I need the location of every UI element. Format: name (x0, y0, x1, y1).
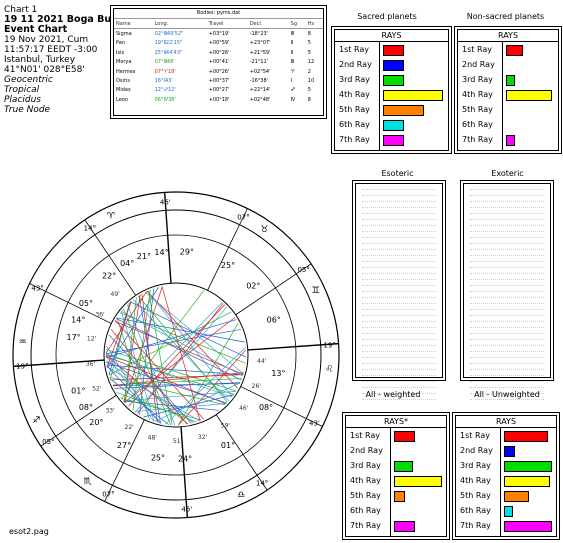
ray-label: 6th Ray (460, 506, 491, 515)
table-cell: Isis (116, 49, 125, 56)
planet-minute-label: 32' (197, 433, 208, 441)
table-cell: Osiris (116, 78, 130, 85)
table-cell: 10 (307, 78, 315, 85)
table-row (114, 76, 323, 85)
bodies-table-file: Bodies: pyms.dat (114, 9, 323, 19)
planet-degree-label: 27° (116, 441, 132, 451)
ray-bar (504, 506, 513, 517)
table-column-header: Sg (289, 19, 306, 29)
table-cell: 12°♐12' (154, 87, 176, 94)
weighted-heading: All - weighted (365, 390, 421, 399)
cusp-degree-label: 14° (255, 479, 269, 488)
ray-label: 3rd Ray (460, 461, 491, 470)
table-cell: ♈ (290, 68, 296, 75)
ray-row (458, 72, 558, 87)
table-cell: 8 (307, 96, 311, 103)
ray-bar (394, 491, 405, 502)
cusp-sign-label: ♉ (260, 224, 269, 235)
table-cell: Pan (116, 40, 126, 47)
ray-bar (383, 90, 443, 101)
cusp-sign-label: ♏ (83, 477, 92, 488)
table-row (114, 48, 323, 57)
ray-label: 1st Ray (350, 431, 380, 440)
table-cell: 12 (307, 59, 315, 66)
ray-label: 7th Ray (339, 135, 370, 144)
ray-row (458, 117, 558, 132)
planet-minute-label: 12' (86, 335, 97, 343)
planet-minute-label: 44' (257, 357, 267, 365)
ray-bar (504, 521, 552, 532)
table-column-header: Travel (207, 19, 248, 29)
table-cell: 5 (307, 87, 311, 94)
table-cell: -21°11' (249, 59, 269, 66)
ray-label: 4th Ray (350, 476, 381, 485)
ray-label: 4th Ray (339, 90, 370, 99)
table-cell: 07°Ⅲ48' (154, 59, 175, 66)
ray-label: 4th Ray (462, 90, 493, 99)
rays-title: RAYS (335, 30, 448, 42)
table-column-header: Name (114, 19, 153, 29)
chart-option: Tropical (4, 85, 40, 95)
cusp-degree-label: 43° (31, 284, 44, 293)
ray-row (335, 102, 448, 117)
cusp-degree-label: 07° (237, 213, 250, 222)
chart-header (4, 5, 114, 115)
weighted-rays-panel (345, 415, 447, 537)
ray-row (335, 132, 448, 147)
ray-label: 6th Ray (339, 120, 370, 129)
cusp-degree-label: 19° (16, 362, 29, 371)
ray-label: 6th Ray (350, 506, 381, 515)
table-column-header: Decl. (248, 19, 289, 29)
ray-row (456, 488, 556, 503)
planet-degree-label: 14° (154, 248, 169, 258)
table-cell: -16°38' (249, 78, 269, 85)
table-row (114, 58, 323, 67)
planet-degree-label: 08° (258, 403, 274, 412)
cusp-sign-label: ♊ (311, 285, 320, 296)
table-cell: 16°Ⅰ43' (154, 78, 173, 85)
chart-date: 19 Nov 2021, Cum (4, 35, 89, 45)
cusp-sign-label: ♎ (237, 490, 246, 501)
planet-degree-label: 24° (177, 454, 193, 464)
ray-bar (383, 75, 404, 86)
esoteric-list (355, 183, 443, 378)
cusp-degree-label: 43' (308, 419, 320, 428)
table-cell: 5 (307, 40, 311, 47)
table-cell: Sigma (116, 31, 132, 38)
table-cell: +00°27' (208, 87, 230, 94)
table-cell: +02°48' (249, 96, 271, 103)
ray-row (346, 503, 446, 518)
planet-degree-label: 29° (179, 247, 194, 257)
ray-label: 4th Ray (460, 476, 491, 485)
table-cell: 25°Ⅱ44'43" (154, 49, 183, 56)
zodiac-ring (31, 210, 321, 500)
ray-bar (394, 431, 415, 442)
table-cell: +00°26' (208, 68, 230, 75)
ray-bar (383, 45, 404, 56)
ray-label: 5th Ray (339, 105, 370, 114)
table-row (114, 95, 323, 104)
ray-row (346, 518, 446, 533)
cusp-sign-label: ♈ (106, 211, 115, 222)
sacred-heading: Sacred planets (357, 12, 417, 21)
chart-time: 11:57:17 EEDT -3:00 (4, 45, 98, 55)
table-cell: Ⅱ (290, 40, 294, 47)
table-column-header: Long. (153, 19, 207, 29)
table-cell: +00°59' (208, 40, 230, 47)
table-cell: 07°♈18' (154, 68, 176, 75)
planet-degree-label: 25° (150, 453, 166, 463)
table-cell: +21°59' (249, 49, 271, 56)
table-cell: Ⅰ (290, 78, 293, 85)
chart-title: 19 11 2021 Boga Bu (4, 14, 112, 25)
chart-option: Geocentric (4, 75, 53, 85)
ray-label: 1st Ray (339, 45, 369, 54)
ray-label: 3rd Ray (462, 75, 493, 84)
chart-option: Placidus (4, 95, 41, 105)
ray-bar (383, 105, 424, 116)
exoteric-heading: Exoteric (491, 169, 524, 178)
ray-row (346, 443, 446, 458)
ray-label: 5th Ray (462, 105, 493, 114)
ray-row (346, 473, 446, 488)
ray-row (335, 72, 448, 87)
rays-title: RAYS (456, 416, 556, 428)
table-cell: +00°41' (208, 59, 230, 66)
planet-minute-label: 22' (124, 424, 134, 432)
ray-label: 5th Ray (460, 491, 491, 500)
table-cell: -18°23' (249, 31, 269, 38)
ray-row (456, 428, 556, 443)
planet-degree-label: 22° (102, 271, 117, 281)
cusp-degree-label: 46' (159, 198, 171, 207)
ray-bar (506, 90, 552, 101)
table-cell: 2 (307, 68, 311, 75)
ray-bar (394, 461, 413, 472)
table-cell: Ⅲ (290, 59, 295, 66)
table-cell: Hermes (116, 68, 136, 75)
ray-label: 7th Ray (462, 135, 493, 144)
table-row (114, 29, 323, 39)
chart-number: Chart 1 (4, 5, 38, 15)
ray-bar (504, 476, 550, 487)
cusp-degree-label: 05° (42, 438, 55, 447)
table-cell: +23°07' (249, 40, 271, 47)
planet-degree-label: 17° (66, 332, 81, 342)
ray-label: 2nd Ray (462, 60, 495, 69)
ray-row (346, 488, 446, 503)
table-row (114, 39, 323, 48)
table-cell: Midas (116, 87, 131, 94)
planet-degree-label: 02° (246, 281, 261, 291)
chart-place: Istanbul, Turkey (4, 55, 76, 65)
table-cell: +02°54' (249, 68, 271, 75)
table-cell: Ⅲ (290, 31, 295, 38)
ray-row (458, 102, 558, 117)
ray-row (456, 458, 556, 473)
cusp-sign-label: ♌ (325, 364, 334, 375)
ray-bar (383, 120, 404, 131)
cusp-sign-label: ♐ (32, 416, 41, 427)
table-cell: Leon (116, 96, 129, 103)
ray-row (456, 503, 556, 518)
ray-row (335, 57, 448, 72)
ray-row (458, 132, 558, 147)
ray-bar (394, 521, 415, 532)
table-cell: 5 (307, 49, 311, 56)
table-cell: +03°19' (208, 31, 230, 38)
table-column-header: Hs (306, 19, 323, 29)
cusp-degree-label: 07° (102, 490, 115, 499)
ray-bar (504, 491, 529, 502)
table-cell: +00°37' (208, 78, 230, 85)
planet-degree-label: 01° (71, 386, 86, 396)
table-cell: Ⅳ (290, 96, 296, 103)
table-cell: +22°14' (249, 87, 271, 94)
ray-row (456, 443, 556, 458)
ray-bar (506, 135, 515, 146)
rays-title: RAYS (458, 30, 558, 42)
table-cell: +00°18' (208, 96, 230, 103)
planet-degree-label: 14° (71, 315, 86, 325)
outer-ring (13, 192, 339, 518)
sacred-rays-panel (334, 29, 449, 151)
ray-row (456, 473, 556, 488)
ray-label: 3rd Ray (339, 75, 370, 84)
planet-degree-label: 25° (220, 260, 236, 270)
aspect-line (145, 292, 243, 374)
chart-type: Event Chart (4, 24, 68, 35)
nonsacred-heading: Non-sacred planets (466, 12, 545, 21)
ray-label: 1st Ray (460, 431, 490, 440)
table-cell: 06°Ⅳ38' (154, 96, 176, 103)
chart-coords: 41°N01' 028°E58' (4, 65, 85, 75)
cusp-sign-label: ♒ (18, 337, 27, 348)
table-cell: 19°Ⅱ22'15" (154, 40, 183, 47)
ray-label: 5th Ray (350, 491, 381, 500)
table-cell: Ⅱ (290, 49, 294, 56)
ray-label: 6th Ray (462, 120, 493, 129)
table-cell: Morya (116, 59, 132, 66)
planet-minute-label: 51' (172, 437, 183, 445)
ray-bar (504, 431, 548, 442)
table-row (114, 67, 323, 76)
cusp-degree-label: 05° (297, 265, 310, 274)
chart-wheel (7, 186, 345, 524)
planet-minute-label: 52' (92, 385, 102, 393)
ray-bar (383, 135, 404, 146)
house-cusp-line (105, 420, 145, 502)
table-cell: 8 (307, 31, 311, 38)
planet-minute-label: 49' (110, 291, 120, 299)
unweighted-heading: All - Unweighted (474, 390, 540, 399)
ray-bar (504, 461, 552, 472)
planet-minute-label: 59' (220, 422, 230, 430)
ray-row (335, 87, 448, 102)
planet-minute-label: 48' (147, 434, 157, 442)
esoteric-heading: Esoteric (381, 169, 414, 178)
cusp-degree-label: 14° (83, 224, 97, 233)
ray-row (458, 57, 558, 72)
planet-degree-label: 08° (78, 403, 94, 412)
planet-minute-label: 26' (251, 382, 261, 390)
footer-file: esot2.pag (9, 527, 49, 536)
planet-minute-label: 36' (85, 360, 96, 368)
planet-minute-label: 46' (239, 404, 249, 412)
ray-label: 7th Ray (350, 521, 381, 530)
cusp-degree-label: 46' (181, 505, 193, 514)
planet-minute-label: 33' (105, 407, 115, 415)
ray-row (458, 42, 558, 57)
bodies-table (113, 8, 324, 116)
ray-label: 7th Ray (460, 521, 491, 530)
planet-degree-label: 04° (120, 259, 135, 269)
ray-row (458, 87, 558, 102)
ray-bar (506, 75, 515, 86)
table-cell: +00°26' (208, 49, 230, 56)
planet-degree-label: 06° (266, 315, 281, 325)
planet-degree-label: 13° (271, 369, 286, 379)
ray-row (456, 518, 556, 533)
table-cell: 02°Ⅲ49'52" (154, 31, 184, 38)
exoteric-list (463, 183, 551, 378)
planet-minute-label: 36' (95, 311, 105, 319)
rays-title: RAYS* (346, 416, 446, 428)
ray-row (346, 428, 446, 443)
table-row (114, 86, 323, 95)
chart-option: True Node (4, 105, 51, 115)
ray-bar (506, 45, 523, 56)
planet-degree-label: 01° (220, 441, 236, 451)
ray-bar (394, 476, 442, 487)
ray-row (346, 458, 446, 473)
ray-label: 2nd Ray (350, 446, 383, 455)
planet-degree-label: 20° (89, 417, 104, 427)
ray-label: 2nd Ray (339, 60, 372, 69)
ray-bar (383, 60, 404, 71)
planet-degree-label: 21° (136, 252, 151, 262)
planet-degree-label: 05° (78, 299, 94, 308)
cusp-degree-label: 19° (323, 341, 336, 350)
ray-bar (504, 446, 515, 457)
table-cell: ♐ (290, 87, 296, 94)
nonsacred-rays-panel (457, 29, 559, 151)
ray-row (335, 42, 448, 57)
ray-label: 2nd Ray (460, 446, 493, 455)
ray-label: 1st Ray (462, 45, 492, 54)
ray-row (335, 117, 448, 132)
unweighted-rays-panel (455, 415, 557, 537)
ray-label: 3rd Ray (350, 461, 381, 470)
bodies-grid (114, 19, 323, 105)
